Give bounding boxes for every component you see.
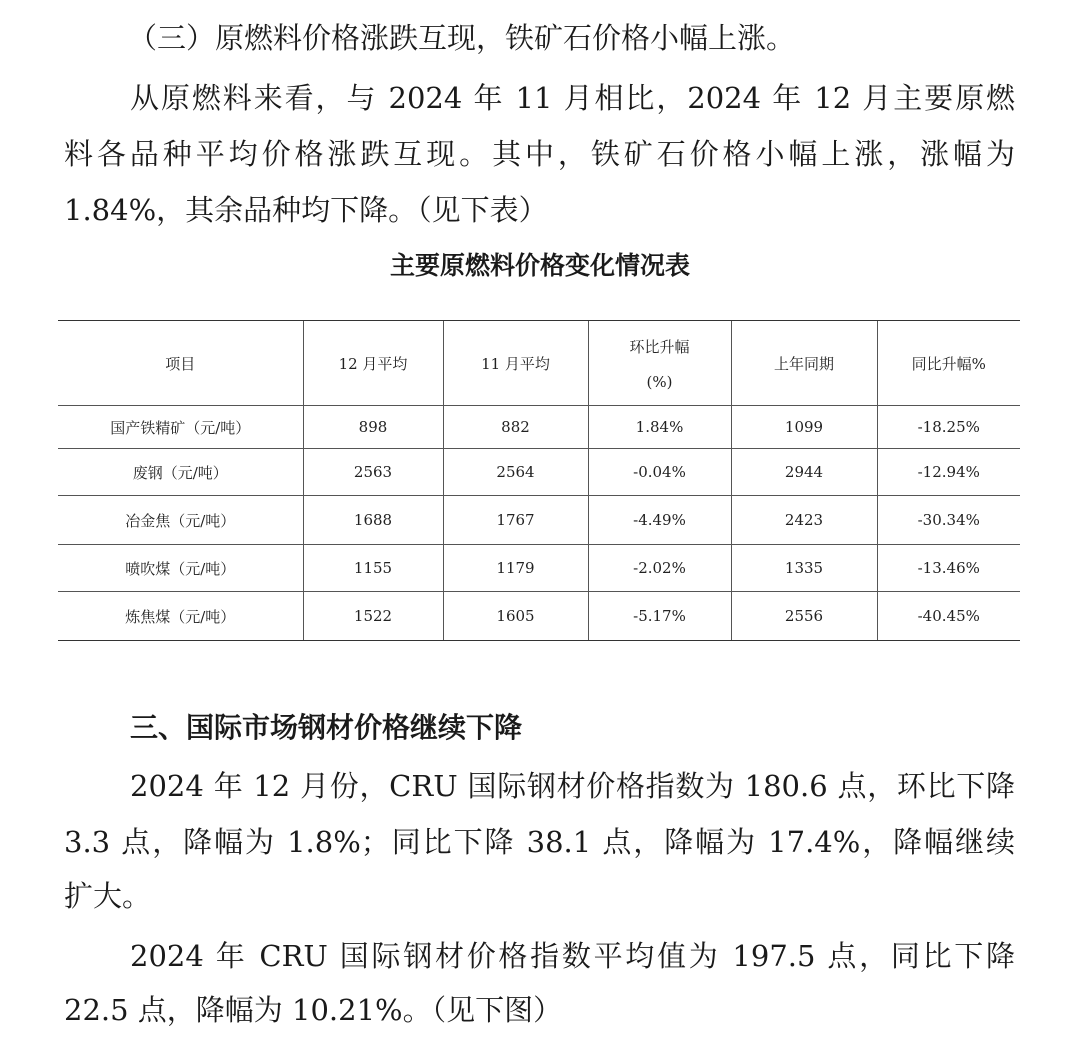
cell-last: 2556 — [731, 592, 877, 641]
cell-nov: 1605 — [443, 592, 588, 641]
cell-dec: 2563 — [303, 449, 443, 496]
header-mom-change — [588, 321, 731, 406]
cell-dec: 1688 — [303, 496, 443, 545]
cell-yoy: -30.34% — [877, 496, 1020, 545]
table-header-row — [58, 321, 1020, 406]
table-title: 主要原燃料价格变化情况表 — [389, 251, 690, 280]
cell-nov: 2564 — [443, 449, 588, 496]
section-3-heading: 三、国际市场钢材价格继续下降 — [130, 711, 523, 744]
cell-item: 国产铁精矿（元/吨） — [58, 406, 303, 449]
cell-yoy: -40.45% — [877, 592, 1020, 641]
header-mom-label: 环比升幅 — [629, 337, 690, 356]
cell-nov: 882 — [443, 406, 588, 449]
cell-mom: -2.02% — [588, 545, 731, 592]
header-last-year: 上年同期 — [731, 321, 877, 406]
paragraph-1-line-3: 1.84%，其余品种均下降。（见下表） — [64, 193, 548, 227]
cell-yoy: -13.46% — [877, 545, 1020, 592]
cell-nov: 1179 — [443, 545, 588, 592]
paragraph-1-line-1: 从原燃料来看，与 2024 年 11 月相比，2024 年 12 月主要原燃 — [130, 81, 1015, 115]
cell-item: 喷吹煤（元/吨） — [58, 545, 303, 592]
cell-dec: 898 — [303, 406, 443, 449]
table-row — [58, 545, 1020, 592]
paragraph-3-line-1: 2024 年 CRU 国际钢材价格指数平均值为 197.5 点，同比下降 — [130, 939, 1015, 973]
cell-last: 1335 — [731, 545, 877, 592]
cell-item: 冶金焦（元/吨） — [58, 496, 303, 545]
cell-mom: -0.04% — [588, 449, 731, 496]
paragraph-2-line-2: 3.3 点，降幅为 1.8%；同比下降 38.1 点，降幅为 17.4%，降幅继续 — [64, 825, 1015, 859]
price-change-table — [58, 320, 1020, 641]
table-row — [58, 592, 1020, 641]
cell-mom: -4.49% — [588, 496, 731, 545]
cell-dec: 1522 — [303, 592, 443, 641]
cell-dec: 1155 — [303, 545, 443, 592]
cell-last: 1099 — [731, 406, 877, 449]
section-heading: （三）原燃料价格涨跌互现，铁矿石价格小幅上涨。 — [128, 21, 796, 55]
header-mom-unit: (%) — [646, 372, 673, 391]
table-row — [58, 496, 1020, 545]
table-row — [58, 406, 1020, 449]
cell-yoy: -18.25% — [877, 406, 1020, 449]
paragraph-2-line-3: 扩大。 — [64, 879, 152, 913]
table-row — [58, 449, 1020, 496]
header-nov-avg: 11 月平均 — [443, 321, 588, 406]
paragraph-2-line-1: 2024 年 12 月份，CRU 国际钢材价格指数为 180.6 点，环比下降 — [130, 769, 1015, 803]
header-dec-avg: 12 月平均 — [303, 321, 443, 406]
cell-mom: 1.84% — [588, 406, 731, 449]
cell-mom: -5.17% — [588, 592, 731, 641]
paragraph-3-line-2: 22.5 点，降幅为 10.21%。（见下图） — [64, 993, 563, 1027]
cell-nov: 1767 — [443, 496, 588, 545]
cell-yoy: -12.94% — [877, 449, 1020, 496]
cell-last: 2423 — [731, 496, 877, 545]
paragraph-1-line-2: 料各品种平均价格涨跌互现。其中，铁矿石价格小幅上涨，涨幅为 — [64, 137, 1015, 171]
cell-item: 废钢（元/吨） — [58, 449, 303, 496]
cell-last: 2944 — [731, 449, 877, 496]
header-yoy-change: 同比升幅% — [877, 321, 1020, 406]
cell-item: 炼焦煤（元/吨） — [58, 592, 303, 641]
header-item: 项目 — [58, 321, 303, 406]
